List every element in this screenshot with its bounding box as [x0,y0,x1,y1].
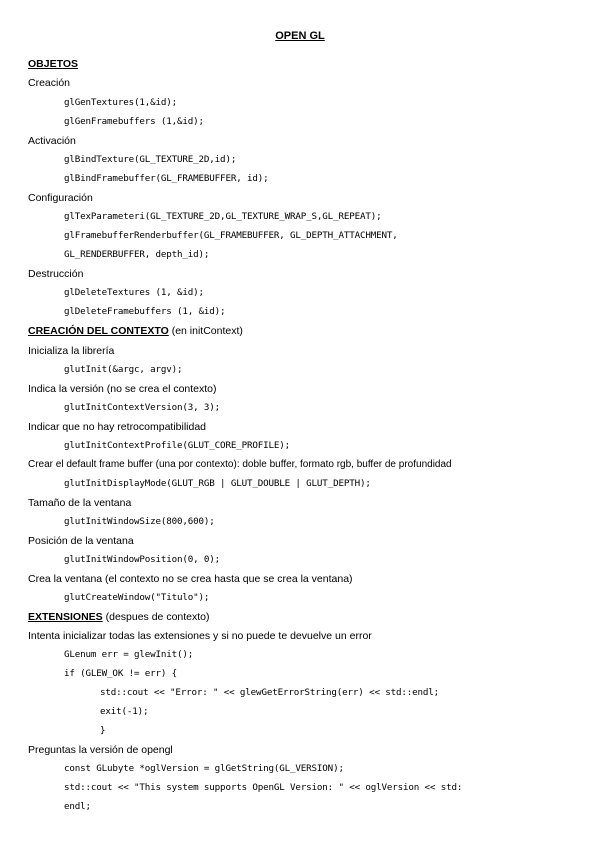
item-label: Tamaño de la ventana [28,497,132,509]
section-heading-extensiones [28,611,210,623]
heading-note: (en initContext) [168,325,243,337]
code-line: } [100,725,106,736]
code-line: glBindTexture(GL_TEXTURE_2D,id); [64,154,237,165]
extensiones-intro: Intenta inicializar todas las extensiones y si no puede te devuelve un error [28,630,372,642]
code-line: glutInitContextProfile(GLUT_CORE_PROFILE); [64,440,291,451]
item-label: Indicar que no hay retrocompatibilidad [28,421,207,433]
heading-text: CREACIÓN DEL CONTEXTO [28,325,169,337]
code-line: glutInitWindowPosition(0, 0); [64,554,221,565]
item-label: Posición de la ventana [28,535,134,547]
code-line: glGenTextures(1,&id); [64,97,178,108]
code-line: glDeleteTextures (1, &id); [64,287,204,298]
code-line: glTexParameteri(GL_TEXTURE_2D,GL_TEXTURE_WRAP_S,GL_REPEAT); [64,211,382,222]
code-line: glGenFramebuffers (1,&id); [64,116,204,127]
code-line: exit(-1); [100,706,149,717]
label-configuracion: Configuración [28,192,93,204]
item-label: Inicializa la librería [28,345,115,357]
section-heading-contexto [28,325,243,337]
heading-text: EXTENSIONES [28,611,103,623]
code-line: glutInit(&argc, argv); [64,364,183,375]
label-activacion: Activación [28,135,76,147]
heading-note: (despues de contexto) [102,611,210,623]
item-label: Indica la versión (no se crea el contexto) [28,383,217,395]
code-line: glutInitDisplayMode(GLUT_RGB | GLUT_DOUBLE | GLUT_DEPTH); [64,478,371,489]
code-line: glutInitWindowSize(800,600); [64,516,215,527]
code-line: endl; [64,801,91,812]
code-line: std::cout << "Error: " << glewGetErrorString(err) << std::endl; [100,687,440,698]
item-label: Crear el default frame buffer (una por contexto): doble buffer, formato rgb, buffer de profundidad [28,459,452,470]
code-line: glutCreateWindow("Titulo"); [64,592,210,603]
code-line: glFramebufferRenderbuffer(GL_FRAMEBUFFER, GL_DEPTH_ATTACHMENT, [64,230,398,241]
code-line: GLenum err = glewInit(); [64,649,194,660]
label-destruccion: Destrucción [28,268,84,280]
code-line: glBindFramebuffer(GL_FRAMEBUFFER, id); [64,173,269,184]
document-title: OPEN GL [275,30,325,42]
section-heading-objetos: OBJETOS [28,58,78,70]
code-line: const GLubyte *oglVersion = glGetString(GL_VERSION); [64,763,344,774]
code-line: if (GLEW_OK != err) { [64,668,178,679]
item-label: Crea la ventana (el contexto no se crea hasta que se crea la ventana) [28,573,353,585]
code-line: GL_RENDERBUFFER, depth_id); [64,249,210,260]
code-line: glDeleteFramebuffers (1, &id); [64,306,226,317]
version-label: Preguntas la versión de opengl [28,744,173,756]
code-line: glutInitContextVersion(3, 3); [64,402,221,413]
code-line: std::cout << "This system supports OpenGL Version: " << oglVersion << std: [64,782,463,793]
label-creacion: Creación [28,77,71,89]
